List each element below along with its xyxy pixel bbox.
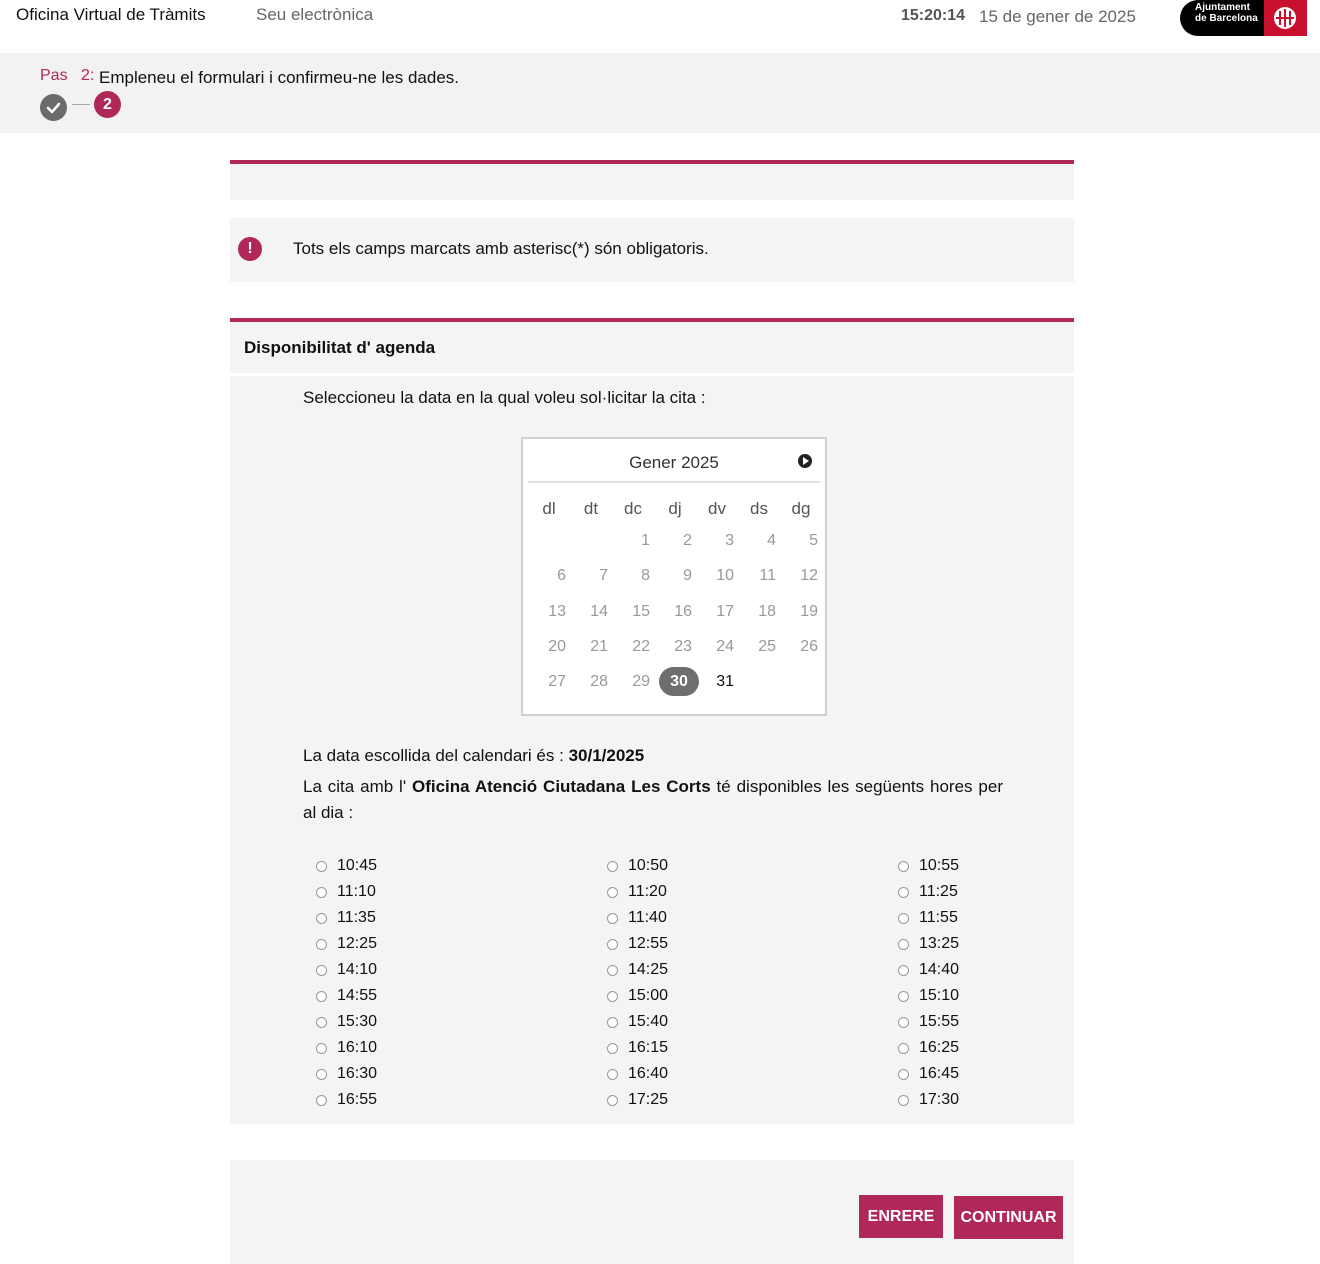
time-slot-label: 11:40: [628, 909, 667, 926]
time-slot-radio[interactable]: [898, 1043, 909, 1054]
app-title[interactable]: Oficina Virtual de Tràmits: [16, 5, 206, 24]
time-slot-label: 16:10: [337, 1039, 378, 1056]
alert-icon: !: [238, 237, 262, 261]
time-slot-radio[interactable]: [607, 965, 618, 976]
time-slot-label: 15:00: [628, 987, 669, 1004]
calendar-day: 19: [800, 603, 818, 620]
step-1-completed-check-icon: [40, 94, 67, 121]
calendar-day: 13: [548, 603, 566, 620]
chosen-date-line: [303, 746, 644, 766]
calendar-day: 9: [683, 567, 692, 584]
logo-line-2: de Barcelona: [1195, 13, 1258, 24]
calendar-day: 22: [632, 638, 650, 655]
top-header: [0, 0, 1320, 53]
time-slot-radio[interactable]: [607, 913, 618, 924]
calendar-day[interactable]: 31: [716, 673, 734, 690]
agenda-title: Disponibilitat d' agenda: [244, 338, 436, 357]
time-slot-label: 10:45: [337, 857, 378, 874]
time-slot-radio[interactable]: [316, 939, 327, 950]
chosen-date-label: La data escollida del calendari és :: [303, 746, 569, 765]
calendar-day: 24: [716, 638, 734, 655]
time-slot-label: 16:15: [628, 1039, 669, 1056]
time-slot-radio[interactable]: [898, 887, 909, 898]
time-slot-radio[interactable]: [898, 965, 909, 976]
required-fields-notice: [230, 218, 1074, 282]
time-slot-radio[interactable]: [607, 1069, 618, 1080]
time-slot-label: 10:50: [628, 857, 669, 874]
current-time: 15:20:14: [901, 7, 966, 24]
calendar-day: 3: [725, 532, 734, 549]
calendar-day: 26: [800, 638, 818, 655]
cita-prefix: La cita amb l': [303, 777, 412, 796]
step-progress-bar: [0, 53, 1320, 133]
ajuntament-logo[interactable]: [1180, 0, 1307, 36]
weekday-header: ds: [750, 499, 768, 518]
time-slot-radio[interactable]: [898, 861, 909, 872]
logo-line-1: Ajuntament: [1195, 2, 1250, 13]
calendar-day: 8: [641, 567, 650, 584]
time-slot-radio[interactable]: [898, 991, 909, 1002]
calendar-day: 2: [683, 532, 692, 549]
step-connector: [72, 104, 90, 105]
time-slot-label: 16:55: [337, 1091, 378, 1108]
time-slot-radio[interactable]: [316, 913, 327, 924]
current-date: 15 de gener de 2025: [979, 7, 1136, 26]
calendar-day: 28: [590, 673, 608, 690]
time-slot-label: 10:55: [919, 857, 960, 874]
calendar-day: 7: [599, 567, 608, 584]
availability-description: [303, 774, 1003, 826]
time-slot-label: 16:45: [919, 1065, 960, 1082]
continue-button[interactable]: CONTINUAR: [954, 1196, 1063, 1239]
calendar-day: 29: [632, 673, 650, 690]
time-slot-radio[interactable]: [607, 861, 618, 872]
time-slot-radio[interactable]: [316, 1069, 327, 1080]
time-slot-label: 13:25: [919, 935, 960, 952]
time-slot-radio[interactable]: [316, 861, 327, 872]
time-slot-label: 17:25: [628, 1091, 669, 1108]
time-slot-radio[interactable]: [607, 1095, 618, 1106]
notice-text: Tots els camps marcats amb asterisc(*) són obligatoris.: [293, 239, 709, 258]
calendar-day: 4: [767, 532, 776, 549]
calendar-day: 15: [632, 603, 650, 620]
next-month-arrow-icon[interactable]: [798, 454, 812, 468]
chosen-date-value: 30/1/2025: [568, 746, 645, 765]
time-slot-label: 15:40: [628, 1013, 669, 1030]
seu-electronica-link[interactable]: Seu electrònica: [256, 5, 374, 24]
calendar-divider: [528, 481, 820, 483]
time-slot-label: 15:55: [919, 1013, 960, 1030]
time-slot-label: 11:20: [628, 883, 667, 900]
calendar-day: 18: [758, 603, 776, 620]
time-slot-radio[interactable]: [316, 1043, 327, 1054]
calendar-day-selected[interactable]: 30: [659, 667, 699, 696]
step-number-label: 2:: [81, 67, 95, 84]
time-slot-radio[interactable]: [316, 991, 327, 1002]
time-slot-label: 12:25: [337, 935, 378, 952]
agenda-section-header: [230, 318, 1074, 373]
time-slot-label: 11:10: [337, 883, 376, 900]
calendar-day: 5: [809, 532, 818, 549]
time-slot-radio[interactable]: [607, 1043, 618, 1054]
calendar-day: 1: [641, 532, 650, 549]
time-slot-radio[interactable]: [316, 887, 327, 898]
time-slot-radio[interactable]: [607, 887, 618, 898]
time-slot-radio[interactable]: [898, 1069, 909, 1080]
agenda-section-body: [230, 376, 1074, 1124]
time-slot-label: 15:10: [919, 987, 960, 1004]
calendar-day: 14: [590, 603, 608, 620]
office-name: Oficina Atenció Ciutadana Les Corts: [411, 777, 711, 796]
form-actions: [230, 1160, 1074, 1264]
time-slot-label: 16:25: [919, 1039, 960, 1056]
weekday-header: dg: [791, 499, 811, 518]
time-slot-label: 12:55: [628, 935, 669, 952]
weekday-header: dv: [708, 499, 726, 518]
date-picker-calendar: [521, 437, 827, 716]
time-slot-label: 14:55: [337, 987, 378, 1004]
step-description: Empleneu el formulari i confirmeu-ne les dades.: [99, 68, 460, 87]
weekday-header: dl: [542, 499, 556, 518]
time-slot-label: 11:25: [919, 883, 958, 900]
calendar-day: 11: [759, 567, 776, 584]
time-slot-radio[interactable]: [316, 1095, 327, 1106]
weekday-header: dt: [583, 499, 599, 518]
time-slot-radio[interactable]: [898, 913, 909, 924]
step-label: Pas: [40, 67, 68, 84]
time-slot-label: 14:40: [919, 961, 960, 978]
calendar-day: 12: [800, 567, 818, 584]
time-slot-radio[interactable]: [607, 991, 618, 1002]
back-button[interactable]: ENRERE: [859, 1195, 943, 1238]
time-slot-radio[interactable]: [898, 1017, 909, 1028]
step-2-current-indicator: 2: [94, 91, 121, 118]
cita-suffix: té disponibles les següents hores per al dia :: [303, 777, 1003, 822]
calendar-day: 20: [548, 638, 566, 655]
time-slot-label: 15:30: [337, 1013, 378, 1030]
calendar-day: 16: [674, 603, 692, 620]
weekday-header: dc: [624, 499, 642, 518]
time-slot-radio[interactable]: [898, 1095, 909, 1106]
calendar-day: 23: [674, 638, 692, 655]
time-slot-label: 14:25: [628, 961, 669, 978]
calendar-day: 17: [716, 603, 734, 620]
time-slot-radio[interactable]: [316, 1017, 327, 1028]
calendar-day: 27: [548, 673, 566, 690]
time-slot-radio[interactable]: [607, 939, 618, 950]
time-slot-label: 11:35: [337, 909, 376, 926]
time-slot-radio[interactable]: [316, 965, 327, 976]
calendar-day: 10: [716, 567, 734, 584]
time-slot-label: 11:55: [919, 909, 958, 926]
calendar-day: 6: [557, 567, 566, 584]
time-slot-radio[interactable]: [607, 1017, 618, 1028]
calendar-day: 21: [590, 638, 608, 655]
weekday-header: dj: [668, 499, 682, 518]
calendar-day: 25: [758, 638, 776, 655]
time-slot-label: 17:30: [919, 1091, 960, 1108]
date-instruction: Seleccioneu la data en la qual voleu sol·licitar la cita :: [303, 388, 706, 407]
time-slot-radio[interactable]: [898, 939, 909, 950]
barcelona-crest-icon: [1264, 0, 1307, 36]
time-slot-label: 16:40: [628, 1065, 669, 1082]
form-header-panel: [230, 160, 1074, 200]
time-slot-label: 16:30: [337, 1065, 378, 1082]
time-slot-label: 14:10: [337, 961, 378, 978]
calendar-month-title: Gener 2025: [629, 453, 719, 472]
